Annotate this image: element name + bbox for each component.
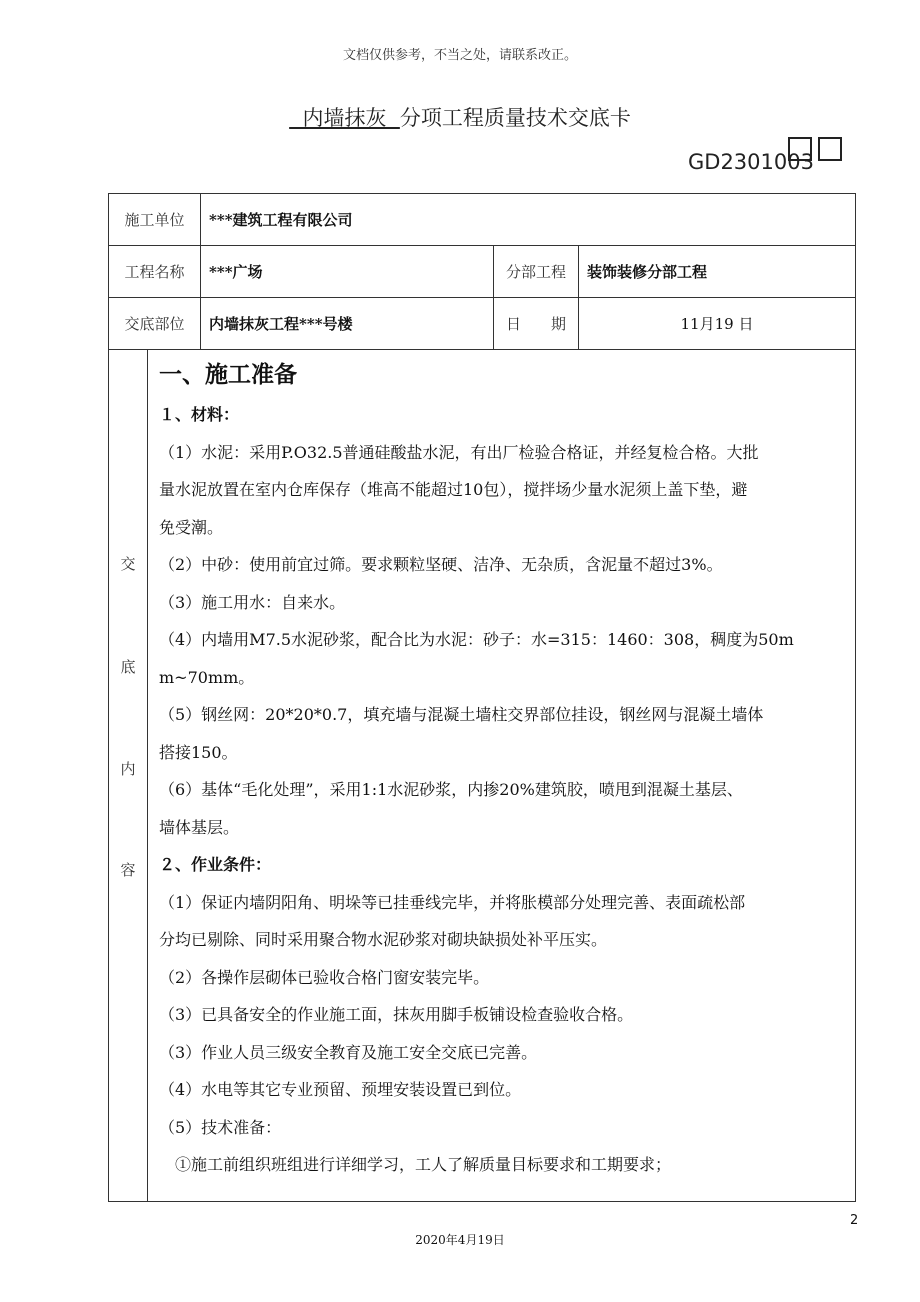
side-char: 交 xyxy=(120,555,136,573)
section-title: 一、施工准备 xyxy=(159,361,297,388)
content-section xyxy=(108,350,856,1202)
side-label xyxy=(109,350,148,1201)
list-item: （1）保证内墙阴阳角、明垛等已挂垂线完毕，并将胀模部分处理完善、表面疏松部 xyxy=(159,892,746,912)
header-note: 文档仅供参考，不当之处，请联系改正。 xyxy=(342,48,577,63)
list-item: （3）作业人员三级安全教育及施工安全交底已完善。 xyxy=(159,1042,538,1062)
side-char: 容 xyxy=(120,861,136,879)
footer-date: 2020年4月19日 xyxy=(415,1233,505,1247)
list-item: （4）水电等其它专业预留、预埋安装设置已到位。 xyxy=(159,1080,522,1099)
table-row xyxy=(109,246,856,298)
list-item: ①施工前组织班组进行详细学习，工人了解质量目标要求和工期要求； xyxy=(159,1155,672,1174)
date-label: 日 期 xyxy=(494,298,579,350)
list-item: （5）技术准备： xyxy=(159,1117,282,1137)
side-char: 底 xyxy=(120,658,136,676)
part-value: 内墙抹灰工程***号楼 xyxy=(201,298,494,350)
list-item: （5）钢丝网：20*20*0.7，填充墙与混凝土墙柱交界部位挂设，钢丝网与混凝土墙体 xyxy=(159,705,764,724)
table-row xyxy=(109,298,856,350)
side-char: 内 xyxy=(120,760,136,778)
list-item: （4）内墙用M7.5水泥砂浆，配合比为水泥：砂子：水=315：1460：308，稠度为50m xyxy=(159,630,794,649)
list-item: 量水泥放置在室内仓库保存（堆高不能超过10包），搅拌场少量水泥须上盖下垫，避 xyxy=(159,480,748,499)
list-item: （6）基体“毛化处理”，采用1:1水泥砂浆，内掺20%建筑胶，喷甩到混凝土基层、 xyxy=(159,780,743,799)
subproject-label: 分部工程 xyxy=(494,246,579,298)
list-item: 免受潮。 xyxy=(159,517,224,537)
part-label: 交底部位 xyxy=(109,298,201,350)
title-underlined-part: 内墙抹灰 xyxy=(302,106,387,130)
doc-code: GD2301003 xyxy=(688,150,814,174)
project-value: ***广场 xyxy=(201,246,494,298)
materials-heading: １、材料： xyxy=(159,405,240,424)
list-item: 墙体基层。 xyxy=(159,817,240,837)
list-item: 搭接150。 xyxy=(159,742,238,762)
page-number: 2 xyxy=(850,1213,859,1228)
list-item: （1）水泥：采用P.O32.5普通硅酸盐水泥，有出厂检验合格证，并经复检合格。大批 xyxy=(159,442,759,462)
unit-value: ***建筑工程有限公司 xyxy=(201,194,856,246)
conditions-heading: ２、作业条件： xyxy=(159,855,272,874)
table-row xyxy=(109,194,856,246)
project-label: 工程名称 xyxy=(109,246,201,298)
document-title xyxy=(0,102,920,132)
list-item: （3）已具备安全的作业施工面，抹灰用脚手板铺设检查验收合格。 xyxy=(159,1005,634,1024)
list-item: 分均已剔除、同时采用聚合物水泥砂浆对砌块缺损处补平压实。 xyxy=(159,930,608,949)
list-item: （3）施工用水：自来水。 xyxy=(159,592,346,612)
list-item: （2）各操作层砌体已验收合格门窗安装完毕。 xyxy=(159,967,490,987)
unit-label: 施工单位 xyxy=(109,194,201,246)
date-value: 11月19 日 xyxy=(579,298,856,350)
content-body xyxy=(159,358,847,1184)
list-item: m~70mm。 xyxy=(159,667,255,687)
title-rest: 分项工程质量技术交底卡 xyxy=(399,106,631,130)
subproject-value: 装饰装修分部工程 xyxy=(579,246,856,298)
list-item: （2）中砂：使用前宜过筛。要求颗粒坚硬、洁净、无杂质，含泥量不超过3%。 xyxy=(159,555,723,574)
checkbox-2[interactable] xyxy=(818,137,842,161)
info-table xyxy=(108,193,856,350)
